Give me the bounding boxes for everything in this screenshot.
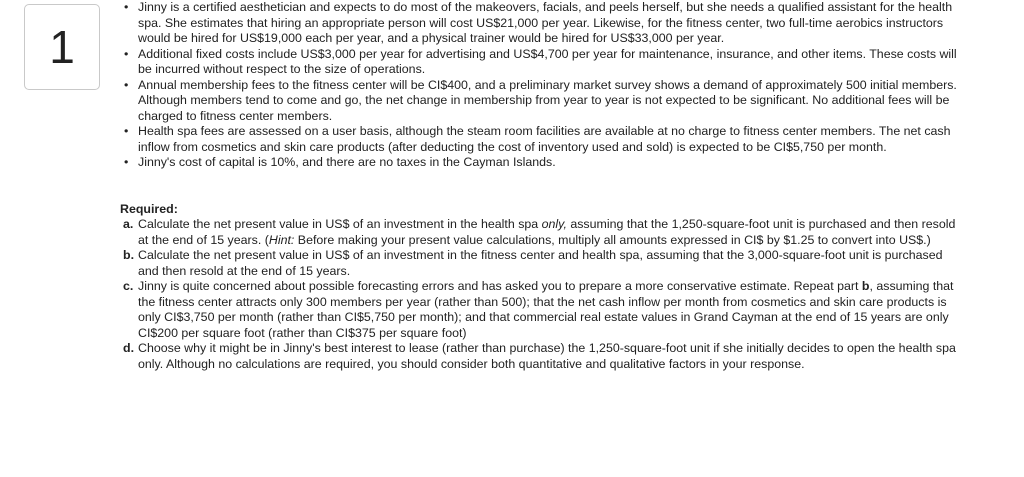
assumption-item: • Health spa fees are assessed on a user basis, although the steam room facilities are available at no charge to fitness center members. The net cash inflow from cosmetics and skin care products (after deducting the cost of inventory used and sold) is expected to be CI$5,750 per month. [118, 124, 966, 155]
required-item-b [118, 248, 966, 279]
item-label: d. [123, 341, 135, 355]
item-text: Before making your present value calculations, multiply all amounts expressed in CI$ by $1.25 to convert into US$.) [294, 232, 931, 247]
assumption-item: • Jinny is a certified aesthetician and expects to do most of the makeovers, facials, and peels herself, but she needs a qualified assistant for the health spa. She estimates that hiring an appropriate person will cost US$21,000 per year. Likewise, for the fitness center, two full-time aerobics instructors would be hired for US$19,000 each per year, and a physical trainer would be hired for US$33,000 per year. [118, 0, 966, 47]
part-reference: b [861, 279, 870, 293]
required-item-c [118, 279, 966, 341]
item-text: Calculate the net present value in US$ of an investment in the fitness center and health spa, assuming that the 3,000-square-foot unit is purchased and then resold at the end of 15 years. [138, 248, 943, 278]
item-text: , assuming that the fitness center attracts only 300 members per year (rather than 500); that the net cash inflow per month from cosmetics and skin care products is only CI$3,750 per month (rather than CI$5,750 per month); and that commercial real estate values in Grand Cayman at the end of 15 years are only CI$200 per square foot (rather than CI$375 per square foot) [138, 279, 954, 340]
assumptions-list [118, 0, 966, 171]
hint-label: Hint: [268, 232, 295, 247]
required-heading: Required: [120, 201, 178, 216]
question-content [118, 0, 966, 372]
item-label: b. [123, 248, 135, 262]
question-number-box [24, 4, 100, 90]
item-label: c. [123, 279, 134, 293]
required-list [118, 217, 966, 372]
item-emphasis: only, [541, 217, 567, 231]
item-text: Calculate the net present value in US$ of an investment in the health spa [138, 217, 542, 231]
item-label: a. [123, 217, 134, 231]
assumption-item: • Jinny's cost of capital is 10%, and there are no taxes in the Cayman Islands. [118, 155, 966, 171]
required-item-a [118, 217, 966, 248]
question-number: 1 [49, 21, 75, 73]
assumption-item: • Annual membership fees to the fitness center will be CI$400, and a preliminary market survey shows a demand of approximately 500 initial members. Although members tend to come and go, the net change in membership from year to year is not expected to be significant. No additional fees will be charged to fitness center members. [118, 78, 966, 125]
item-text: assuming that the 1,250-square-foot unit is purchased and then resold at the end of 15 years. ( [138, 217, 956, 247]
assumption-item: • Additional fixed costs include US$3,000 per year for advertising and US$4,700 per year for maintenance, insurance, and other items. These costs will be incurred without respect to the size of operations. [118, 47, 966, 78]
item-text: Choose why it might be in Jinny's best interest to lease (rather than purchase) the 1,250-square-foot unit if she initially decides to open the health spa only. Although no calculations are required, you should consider both quantitative and qualitative factors in your response. [138, 341, 956, 371]
item-text: Jinny is quite concerned about possible forecasting errors and has asked you to prepare a more conservative estimate. Repeat part [138, 279, 862, 293]
required-item-d [118, 341, 966, 372]
